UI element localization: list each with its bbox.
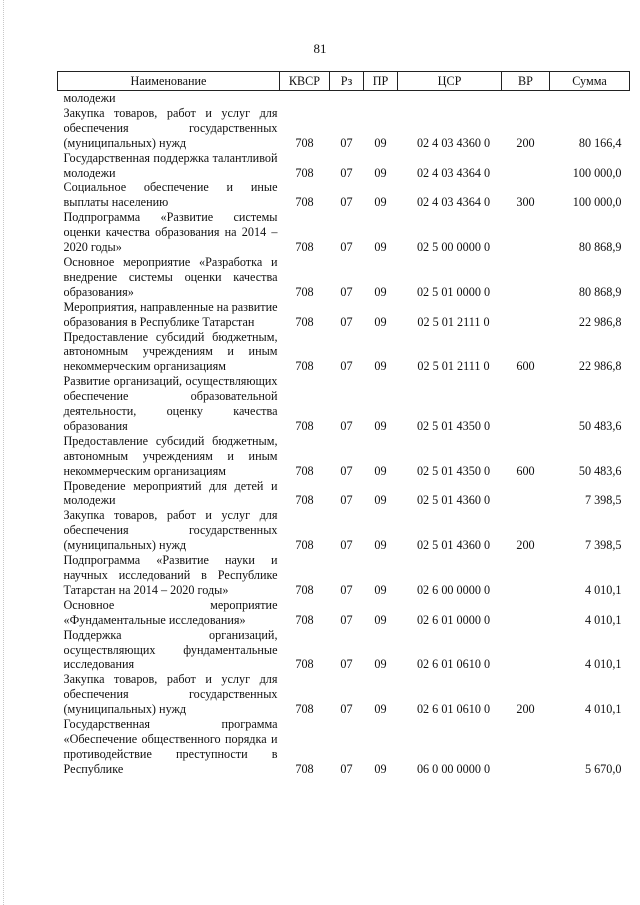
cell-vr: 300 [516, 195, 535, 210]
cell-vr [502, 598, 550, 628]
header-sum: Сумма [550, 72, 630, 91]
header-name: Наименование [58, 72, 280, 91]
cell-sum: 7 398,5 [584, 538, 622, 553]
scan-edge-dots [3, 0, 5, 905]
cell-pr: 09 [374, 165, 387, 180]
table-body [58, 91, 630, 777]
cell-sum: 4 010,1 [584, 657, 622, 672]
cell-csr: 02 6 00 0000 0 [416, 582, 491, 597]
cell-pr [364, 91, 398, 106]
budget-table [57, 71, 630, 777]
cell-name: Мероприятия, направленные на развитие образования в Республике Татарстан [63, 299, 278, 329]
cell-vr: 600 [516, 463, 535, 478]
cell-name: Подпрограмма «Развитие системы оценки качества образования на 2014 – 2020 годы» [63, 210, 278, 255]
cell-sum: 50 483,6 [578, 418, 622, 433]
cell-name: Закупка товаров, работ и услуг для обеспечения государственных (муниципальных) нужд [63, 672, 278, 717]
cell-name: Государственная поддержка талантливой молодежи [63, 150, 278, 180]
cell-vr [502, 210, 550, 255]
cell-csr: 02 4 03 4364 0 [416, 195, 491, 210]
cell-vr [502, 300, 550, 330]
cell-name: Государственная программа «Обеспечение общественного порядка и противодействие преступности в Республике [63, 717, 278, 776]
cell-csr: 02 4 03 4364 0 [416, 165, 491, 180]
table-row [58, 374, 630, 434]
cell-pr: 09 [374, 418, 387, 433]
cell-sum: 80 868,9 [578, 284, 622, 299]
cell-sum: 4 010,1 [584, 702, 622, 717]
cell-name: Подпрограмма «Развитие науки и научных исследований в Республике Татарстан на 2014 – 2020 годы» [63, 553, 278, 597]
cell-vr [502, 628, 550, 673]
cell-pr: 09 [374, 761, 387, 776]
cell-pr: 09 [374, 582, 387, 597]
cell-vr [502, 151, 550, 181]
header-vr: ВР [502, 72, 550, 91]
table-row [58, 300, 630, 330]
cell-pr: 09 [374, 314, 387, 329]
cell-csr: 02 5 01 4350 0 [416, 418, 491, 433]
cell-name: Предоставление субсидий бюджетным, автономным учреждениям и иным некоммерческим организациям [63, 329, 278, 374]
cell-rz: 07 [340, 284, 353, 299]
cell-sum: 5 670,0 [584, 761, 622, 776]
cell-pr: 09 [374, 612, 387, 627]
cell-csr: 02 4 03 4360 0 [416, 135, 491, 150]
table-row [58, 434, 630, 479]
cell-name: Развитие организаций, осуществляющих обеспечение образовательной деятельности, оценку качества образования [63, 374, 278, 433]
cell-name: Основное мероприятие «Разработка и внедрение системы оценки качества образования» [63, 254, 278, 299]
header-pr: ПР [364, 72, 398, 91]
cell-rz: 07 [340, 195, 353, 210]
cell-csr: 02 5 00 0000 0 [416, 240, 491, 255]
cell-csr: 02 6 01 0000 0 [416, 612, 491, 627]
cell-rz: 07 [340, 612, 353, 627]
cell-vr [502, 374, 550, 434]
table-row [58, 255, 630, 300]
cell-vr: 600 [516, 359, 535, 374]
cell-rz: 07 [340, 463, 353, 478]
table-row [58, 508, 630, 553]
budget-table-container [57, 71, 629, 777]
cell-kvsr: 708 [295, 195, 314, 210]
table-row [58, 672, 630, 717]
cell-pr: 09 [374, 493, 387, 508]
cell-pr: 09 [374, 538, 387, 553]
cell-pr: 09 [374, 284, 387, 299]
cell-kvsr: 708 [295, 240, 314, 255]
cell-kvsr [280, 91, 330, 106]
table-row [58, 717, 630, 777]
cell-name: Основное мероприятие «Фундаментальные исследования» [63, 597, 278, 627]
cell-rz: 07 [340, 538, 353, 553]
cell-rz: 07 [340, 165, 353, 180]
table-row [58, 553, 630, 598]
cell-rz: 07 [340, 493, 353, 508]
cell-rz: 07 [340, 359, 353, 374]
cell-sum: 7 398,5 [584, 493, 622, 508]
cell-csr: 02 5 01 2111 0 [417, 314, 490, 329]
cell-rz: 07 [340, 702, 353, 717]
header-csr: ЦСР [398, 72, 502, 91]
page-number: 81 [313, 41, 327, 56]
cell-rz: 07 [340, 657, 353, 672]
cell-pr: 09 [374, 702, 387, 717]
cell-sum [550, 91, 630, 106]
cell-kvsr: 708 [295, 657, 314, 672]
cell-vr [502, 91, 550, 106]
cell-kvsr: 708 [295, 165, 314, 180]
cell-name: Закупка товаров, работ и услуг для обеспечения государственных (муниципальных) нужд [63, 508, 278, 553]
cell-kvsr: 708 [295, 761, 314, 776]
table-row [58, 479, 630, 509]
cell-name: Закупка товаров, работ и услуг для обеспечения государственных (муниципальных) нужд [63, 105, 278, 150]
cell-vr [502, 717, 550, 777]
cell-rz: 07 [340, 314, 353, 329]
cell-kvsr: 708 [295, 612, 314, 627]
cell-rz: 07 [340, 240, 353, 255]
cell-vr: 200 [516, 702, 535, 717]
cell-rz: 07 [340, 135, 353, 150]
table-row [58, 151, 630, 181]
cell-pr: 09 [374, 359, 387, 374]
cell-csr: 06 0 00 0000 0 [416, 761, 491, 776]
cell-name: Проведение мероприятий для детей и молодежи [63, 478, 278, 508]
cell-kvsr: 708 [295, 582, 314, 597]
cell-vr: 200 [516, 135, 535, 150]
cell-pr: 09 [374, 195, 387, 210]
cell-sum: 4 010,1 [584, 612, 622, 627]
cell-sum: 100 000,0 [572, 165, 622, 180]
header-kvsr: КВСР [280, 72, 330, 91]
cell-name: Предоставление субсидий бюджетным, автономным учреждениям и иным некоммерческим организациям [63, 433, 278, 478]
cell-kvsr: 708 [295, 463, 314, 478]
cell-sum: 22 986,8 [578, 359, 622, 374]
cell-csr: 02 5 01 4350 0 [416, 463, 491, 478]
cell-kvsr: 708 [295, 493, 314, 508]
table-row [58, 628, 630, 673]
cell-pr: 09 [374, 463, 387, 478]
cell-vr [502, 553, 550, 598]
table-row [58, 106, 630, 151]
table-row [58, 598, 630, 628]
table-row [58, 91, 630, 106]
table-row [58, 330, 630, 375]
cell-name: молодежи [63, 91, 116, 105]
header-rz: Рз [330, 72, 364, 91]
cell-vr [502, 479, 550, 509]
cell-sum: 100 000,0 [572, 195, 622, 210]
cell-csr: 02 5 01 0000 0 [416, 284, 491, 299]
cell-pr: 09 [374, 135, 387, 150]
cell-csr [398, 91, 502, 106]
cell-rz: 07 [340, 761, 353, 776]
cell-kvsr: 708 [295, 702, 314, 717]
cell-vr: 200 [516, 538, 535, 553]
cell-sum: 80 166,4 [578, 135, 622, 150]
cell-csr: 02 6 01 0610 0 [416, 657, 491, 672]
cell-kvsr: 708 [295, 314, 314, 329]
cell-pr: 09 [374, 657, 387, 672]
cell-sum: 50 483,6 [578, 463, 622, 478]
table-header-row [58, 72, 630, 91]
cell-name: Поддержка организаций, осуществляющих фундаментальные исследования [63, 627, 278, 672]
table-row [58, 180, 630, 210]
cell-csr: 02 5 01 2111 0 [417, 359, 490, 374]
cell-pr: 09 [374, 240, 387, 255]
cell-rz: 07 [340, 418, 353, 433]
cell-vr [502, 255, 550, 300]
cell-rz [330, 91, 364, 106]
cell-kvsr: 708 [295, 284, 314, 299]
cell-kvsr: 708 [295, 538, 314, 553]
cell-kvsr: 708 [295, 135, 314, 150]
cell-rz: 07 [340, 582, 353, 597]
cell-sum: 80 868,9 [578, 240, 622, 255]
cell-name: Социальное обеспечение и иные выплаты населению [63, 180, 278, 210]
cell-csr: 02 5 01 4360 0 [416, 538, 491, 553]
cell-sum: 22 986,8 [578, 314, 622, 329]
cell-kvsr: 708 [295, 418, 314, 433]
table-row [58, 210, 630, 255]
cell-csr: 02 5 01 4360 0 [416, 493, 491, 508]
cell-kvsr: 708 [295, 359, 314, 374]
cell-sum: 4 010,1 [584, 582, 622, 597]
cell-csr: 02 6 01 0610 0 [416, 702, 491, 717]
